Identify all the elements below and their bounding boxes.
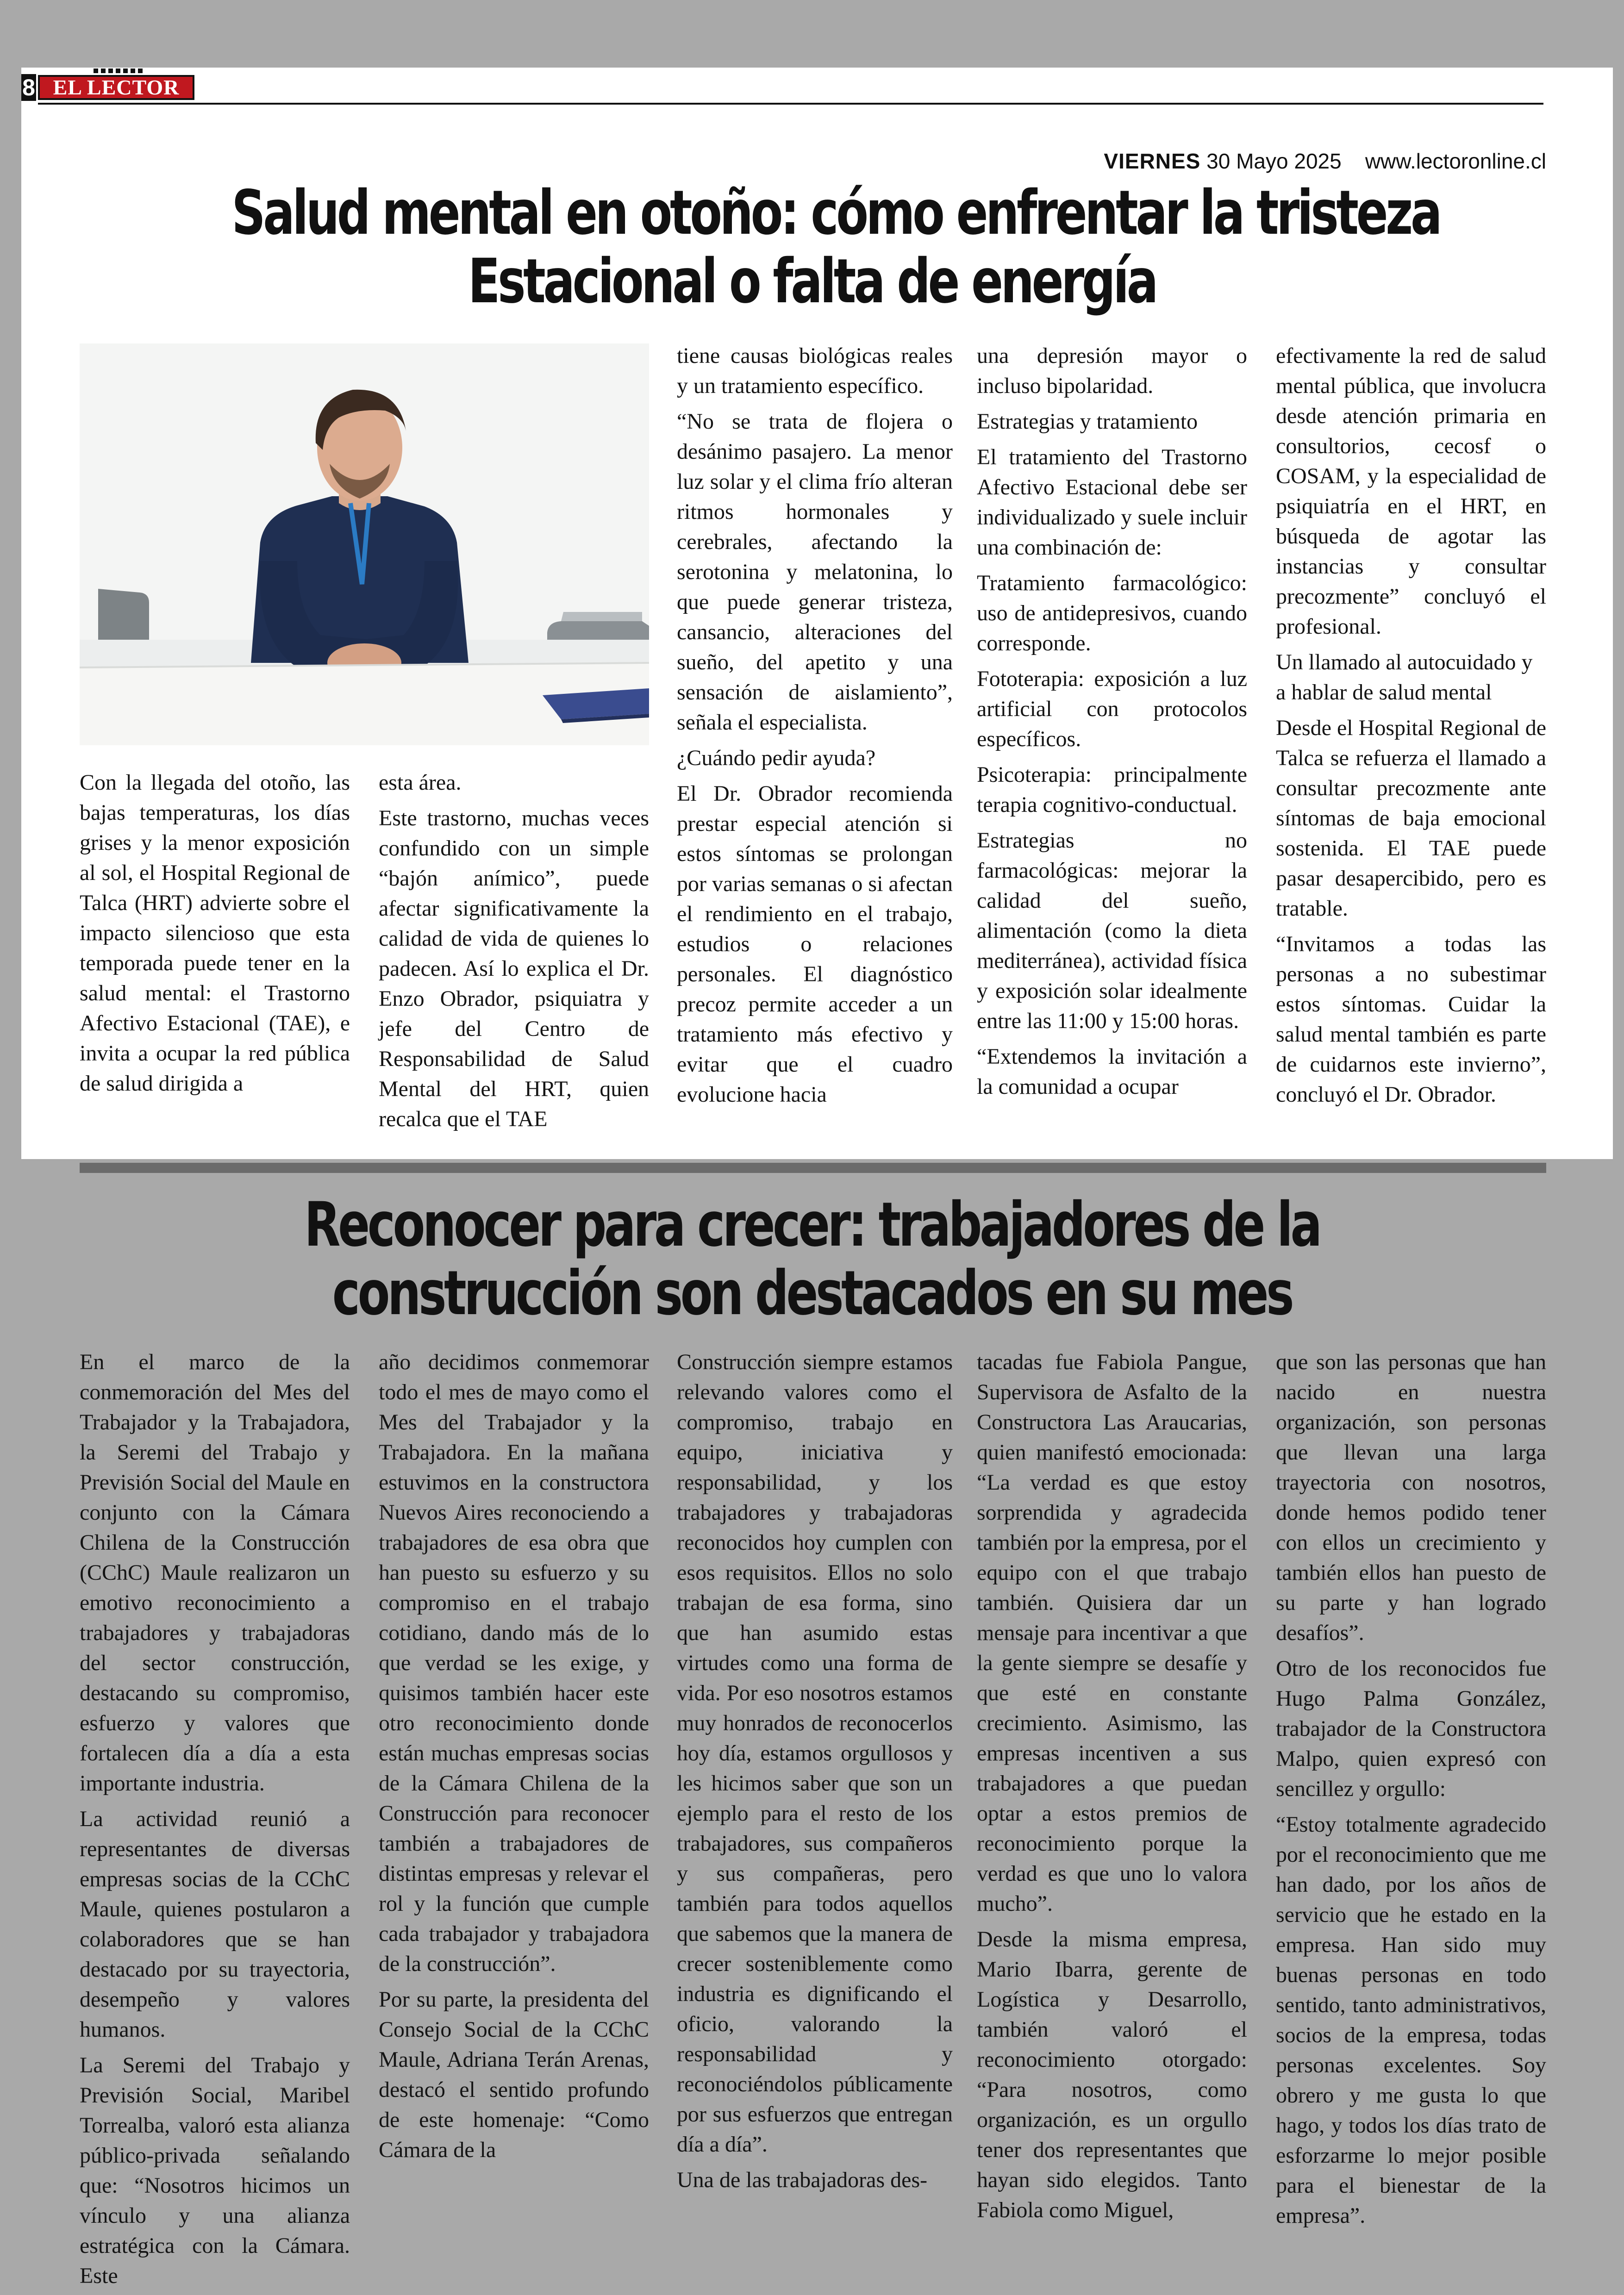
article-column — [80, 767, 350, 1104]
article-column — [379, 767, 649, 1140]
paragraph: En el marco de la conmemoración del Mes del Trabajador y la Trabajadora, la Seremi del Trabajo y Previsión Social del Maule en conjunto con la Cámara Chilena de la Construcción (CChC) Maule realizaron un emotivo reconocimiento a trabajadores y trabajadoras del sector construcción, destacando su compromiso, esfuerzo y valores que fortalecen día a día a esta importante industria. — [80, 1350, 350, 1796]
paragraph: tiene causas biológicas reales y un tratamiento específico. — [677, 343, 953, 398]
paragraph: El Dr. Obrador recomienda prestar especial atención si estos síntomas se prolongan por varias semanas o si afectan el rendimiento en el trabajo, estudios o relaciones personales. El diagnóstico precoz permite acceder a un tratamiento más efectivo y evitar que el cuadro evolucione hacia — [677, 781, 953, 1107]
article-column — [977, 341, 1247, 1107]
article-column — [677, 341, 953, 1115]
logo-dots — [94, 69, 144, 73]
article-headline — [231, 177, 1440, 317]
article-column — [1276, 1347, 1546, 2236]
article-headline — [231, 1191, 1392, 1328]
paragraph: una depresión mayor o incluso bipolaridad. — [977, 343, 1247, 398]
paragraph: El tratamiento del Trastorno Afectivo Estacional debe ser individualizado y suele incluir una combinación de: — [977, 445, 1247, 560]
subheading: ¿Cuándo pedir ayuda? — [677, 746, 876, 770]
paragraph: Desde el Hospital Regional de Talca se refuerza el llamado a consultar precozmente ante síntomas de baja emocional sostenida. El TAE puede pasar desapercibido, pero es tratable. — [1276, 716, 1546, 921]
page-header — [58, 76, 1546, 173]
headline-line: Estacional o falta de energía — [468, 246, 1156, 317]
paragraph: esta área. — [379, 770, 462, 795]
paragraph: Construcción siempre estamos relevando valores como el compromiso, trabajo en equipo, iniciativa y responsabilidad, y los trabajadores y trabajadoras reconocidos hoy cumplen con esos requisitos. Ellos no solo trabajan de esa forma, sino que han asumido estas virtudes como una forma de vida. Por eso nosotros estamos muy honrados de reconocerlos hoy día, estamos orgullosos y les hicimos saber que son un ejemplo para el resto de los trabajadores, sus compañeros y sus compañeras, pero también para todos aquellos que sabemos que la manera de crecer sosteniblemente como industria es dignificando el oficio, valorando la responsabilidad y reconociéndolos públicamente por sus esfuerzos que entregan día a día”. — [677, 1350, 953, 2157]
paragraph: que son las personas que han nacido en nuestra organización, son personas que llevan una larga trayectoria con nosotros, donde hemos podido tener con ellos un crecimiento y también ellos han puesto de su parte y han logrado desafíos”. — [1276, 1350, 1546, 1645]
paragraph: efectivamente la red de salud mental pública, que involucra desde atención primaria en consultorios, cecosf o COSAM, y la especialidad de psiquiatría en el HRT, en búsqueda de agotar las instancias y consultar precozmente” concluyó el profesional. — [1276, 343, 1546, 639]
website-link[interactable]: www.lectoronline.cl — [1365, 149, 1546, 173]
article-photo — [80, 343, 649, 745]
subheading: Estrategias y tratamiento — [977, 409, 1198, 434]
paragraph: Por su parte, la presidenta del Consejo Social de la CChC Maule, Adriana Terán Arenas, destacó el sentido profundo de este homenaje: “Como Cámara de la — [379, 1987, 649, 2162]
weekday: VIERNES — [1104, 149, 1201, 173]
logo-text: EL LECTOR — [53, 75, 180, 99]
paragraph: año decidimos conmemorar todo el mes de mayo como el Mes del Trabajador y la Trabajadora. En la mañana estuvimos en la constructora Nuevos Aires reconociendo a trabajadores de esa obra que han puesto su esfuerzo y su compromiso en el trabajo cotidiano, dando más de lo que verdad se les exige, y quisimos también hacer este otro reconocimiento donde están muchas empresas socias de la Cámara Chilena de la Construcción para reconocer también a trabajadores de distintas empresas y relevar el rol y la función que cumple cada trabajador y trabajadora de la construcción”. — [379, 1350, 649, 1976]
paragraph: “Invitamos a todas las personas a no subestimar estos síntomas. Cuidar la salud mental también es parte de cuidarnos este invierno”, concluyó el Dr. Obrador. — [1276, 932, 1546, 1107]
paragraph: tacadas fue Fabiola Pangue, Supervisora de Asfalto de la Constructora Las Araucarias, quien manifestó emocionada: “La verdad es que estoy sorprendida y agradecida también por la empresa, por el equipo con el que trabajo también. Quisiera dar un mensaje para incentivar a que la gente siempre se desafíe y que esté en constante crecimiento. Asimismo, las empresas incentiven a sus trabajadores a que puedan optar a estos premios de reconocimiento porque la verdad es que uno lo valora mucho”. — [977, 1350, 1247, 1916]
page-number: 8 — [21, 74, 36, 101]
paragraph: Estrategias no farmacológicas: mejorar la calidad del sueño, alimentación (como la dieta mediterránea), actividad física y exposición solar idealmente entre las 11:00 y 15:00 horas. — [977, 828, 1247, 1033]
article-column — [977, 1347, 1247, 2231]
article-column — [677, 1347, 953, 2201]
paragraph: Una de las trabajadoras des- — [677, 2168, 928, 2192]
paragraph: “No se trata de flojera o desánimo pasajero. La menor luz solar y el clima frío alteran ritmos hormonales y cerebrales, afectando la serotonina y melatonina, lo que puede generar tristeza, cansancio, alteraciones del sueño, del apetito y una sensación de aislamiento”, señala el especialista. — [677, 409, 953, 735]
section-divider — [80, 1163, 1546, 1173]
paragraph: “Estoy totalmente agradecido por el reconocimiento que me han dado, por los años de servicio que he estado en la empresa. Han sido muy buenas personas en todo sentido, tanto administrativos, socios de la empresa, todas personas excelentes. Soy obrero y me gusta lo que hago, y todos los días trato de esforzarme lo mejor posible para el bienestar de la empresa”. — [1276, 1812, 1546, 2228]
paragraph: Otro de los reconocidos fue Hugo Palma González, trabajador de la Constructora Malpo, quien expresó con sencillez y orgullo: — [1276, 1656, 1546, 1801]
paragraph: La actividad reunió a representantes de diversas empresas socias de la CChC Maule, quienes postularon a colaboradores que se han destacado por su trayectoria, desempeño y valores humanos. — [80, 1807, 350, 2042]
paragraph: Fototerapia: exposición a luz artificial con protocolos específicos. — [977, 667, 1247, 751]
paragraph: Este trastorno, muchas veces confundido con un simple “bajón anímico”, puede afectar significativamente la calidad de vida de quienes lo padecen. Así lo explica el Dr. Enzo Obrador, psiquiatra y jefe del Centro de Responsabilidad de Salud Mental del HRT, quien recalca que el TAE — [379, 806, 649, 1131]
article-column — [1276, 341, 1546, 1115]
dateline — [1104, 149, 1546, 174]
article-column — [379, 1347, 649, 2170]
subheading: Un llamado al autocuidado y a hablar de salud mental — [1276, 650, 1533, 705]
paragraph: Tratamiento farmacológico: uso de antidepresivos, cuando corresponde. — [977, 571, 1247, 655]
paragraph: La Seremi del Trabajo y Previsión Social, Maribel Torrealba, valoró esta alianza público-privada señalando que: “Nosotros hicimos un vínculo y una alianza estratégica con la Cámara. Este — [80, 2053, 350, 2288]
paragraph: “Extendemos la invitación a la comunidad a ocupar — [977, 1044, 1247, 1099]
header-rule — [38, 103, 1543, 105]
paragraph: Desde la misma empresa, Mario Ibarra, gerente de Logística y Desarrollo, también valoró el reconocimiento otorgado: “Para nosotros, como organización, es un orgullo tener dos representantes que hayan sido elegidos. Tanto Fabiola como Miguel, — [977, 1927, 1247, 2222]
headline-line: Salud mental en otoño: cómo enfrentar la tristeza — [231, 177, 1440, 249]
headline-line: construcción son destacados en su mes — [332, 1258, 1292, 1329]
date: 30 Mayo 2025 — [1206, 149, 1342, 173]
article-column — [80, 1347, 350, 2295]
paragraph: Con la llegada del otoño, las bajas temperaturas, los días grises y la menor exposición al sol, el Hospital Regional de Talca (HRT) advierte sobre el impacto silencioso que esta temporada puede tener en la salud mental: el Trastorno Afectivo Estacional (TAE), e invita a ocupar la red pública de salud dirigida a — [80, 770, 350, 1096]
headline-line: Reconocer para crecer: trabajadores de la — [304, 1189, 1320, 1260]
paragraph: Psicoterapia: principalmente terapia cognitivo-conductual. — [977, 762, 1247, 817]
